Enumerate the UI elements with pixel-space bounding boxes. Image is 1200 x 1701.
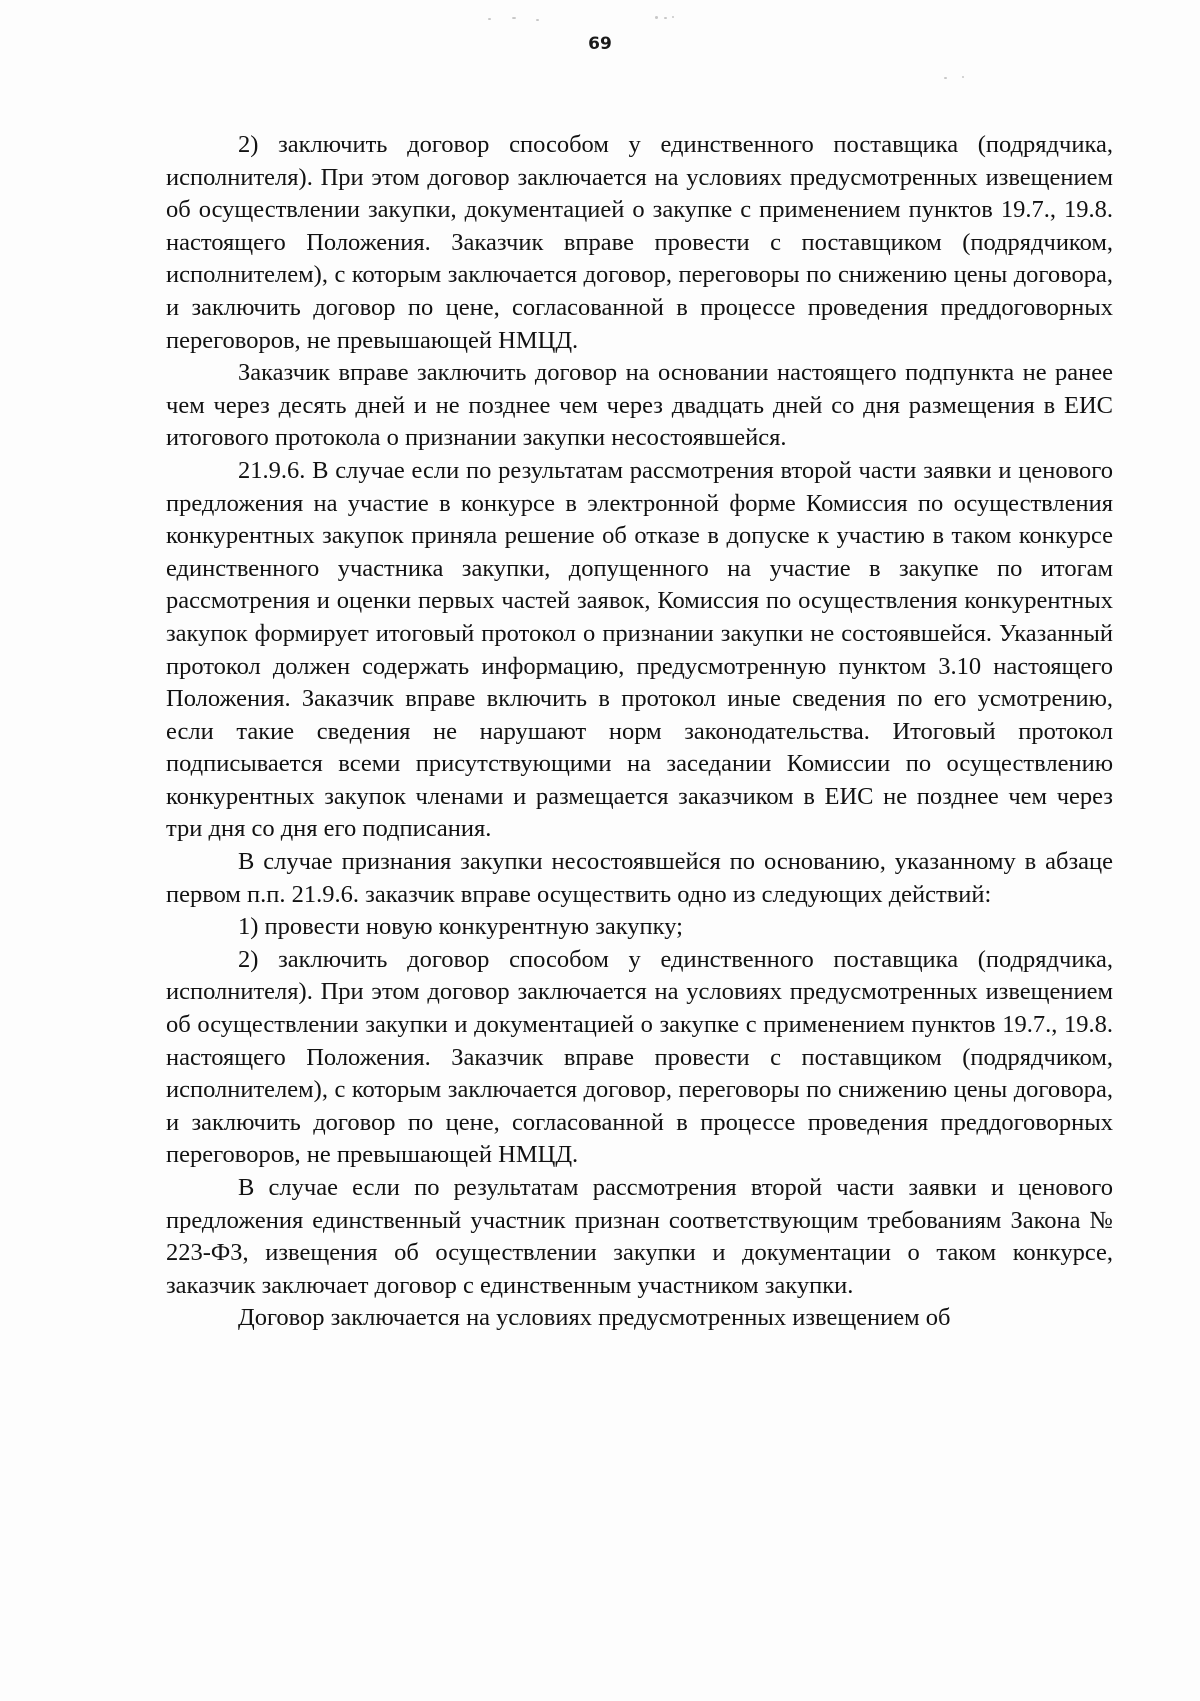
scan-speck (962, 76, 964, 78)
scan-speck (672, 16, 674, 18)
scan-speck (664, 17, 667, 19)
scan-speck (655, 16, 658, 19)
paragraph: В случае если по результатам рассмотрения второй части заявки и ценового предложения единственный участник признан соответствующим требованиям Закона № 223-ФЗ, извещения об осуществлении закупки и документации о таком конкурсе, заказчик заключает договор с единственным участником закупки. (166, 1174, 1113, 1299)
paragraph: 2) заключить договор способом у единственного поставщика (подрядчика, исполнителя). При этом договор заключается на условиях предусмотренных извещением об осуществлении закупки и документацией о закупке с применением пунктов 19.7., 19.8. настоящего Положения. Заказчик вправе провести с поставщиком (подрядчиком, исполнителем), с которым заключается договор, переговоры по снижению цены договора, и заключить договор по цене, согласованной в процессе проведения преддоговорных переговоров, не превышающей НМЦД. (166, 945, 1113, 1169)
scan-speck (536, 19, 539, 21)
scan-speck (944, 77, 947, 79)
paragraph: 21.9.6. В случае если по результатам рассмотрения второй части заявки и ценового предложения на участие в конкурсе в электронной форме Комиссия по осуществления конкурентных закупок приняла решение об отказе в допуске к участию в таком конкурсе единственного участника закупки, допущенного на участие в закупке по итогам рассмотрения и оценки первых частей заявок, Комиссия по осуществления конкурентных закупок формирует итоговый протокол о признании закупки не состоявшейся. Указанный протокол должен содержать информацию, предусмотренную пунктом 3.10 настоящего Положения. Заказчик вправе включить в протокол иные сведения по его усмотрению, если такие сведения не нарушают норм законодательства. Итоговый протокол подписывается всеми присутствующими на заседании Комиссии по осуществлению конкурентных закупок членами и размещается заказчиком в ЕИС не позднее чем через три дня со дня его подписания. (166, 456, 1113, 843)
paragraph: 2) заключить договор способом у единственного поставщика (подрядчика, исполнителя). При этом договор заключается на условиях предусмотренных извещением об осуществлении закупки, документацией о закупке с применением пунктов 19.7., 19.8. настоящего Положения. Заказчик вправе провести с поставщиком (подрядчиком, исполнителем), с которым заключается договор, переговоры по снижению цены договора, и заключить договор по цене, согласованной в процессе проведения преддоговорных переговоров, не превышающей НМЦД. (166, 131, 1113, 354)
paragraph: Заказчик вправе заключить договор на основании настоящего подпункта не ранее чем через десять дней и не позднее чем через двадцать дней со дня размещения в ЕИС итогового протокола о признании закупки несостоявшейся. (166, 359, 1113, 452)
paragraph: 1) провести новую конкурентную закупку; (238, 913, 683, 941)
paragraph: Договор заключается на условиях предусмотренных извещением об (238, 1304, 951, 1332)
page-number: 69 (588, 34, 612, 54)
paragraph: В случае признания закупки несостоявшейся по основанию, указанному в абзаце первом п.п. 21.9.6. заказчик вправе осуществить одно из следующих действий: (166, 848, 1113, 908)
scan-speck (488, 18, 491, 20)
scan-speck (512, 17, 516, 19)
document-body (166, 129, 1113, 1335)
